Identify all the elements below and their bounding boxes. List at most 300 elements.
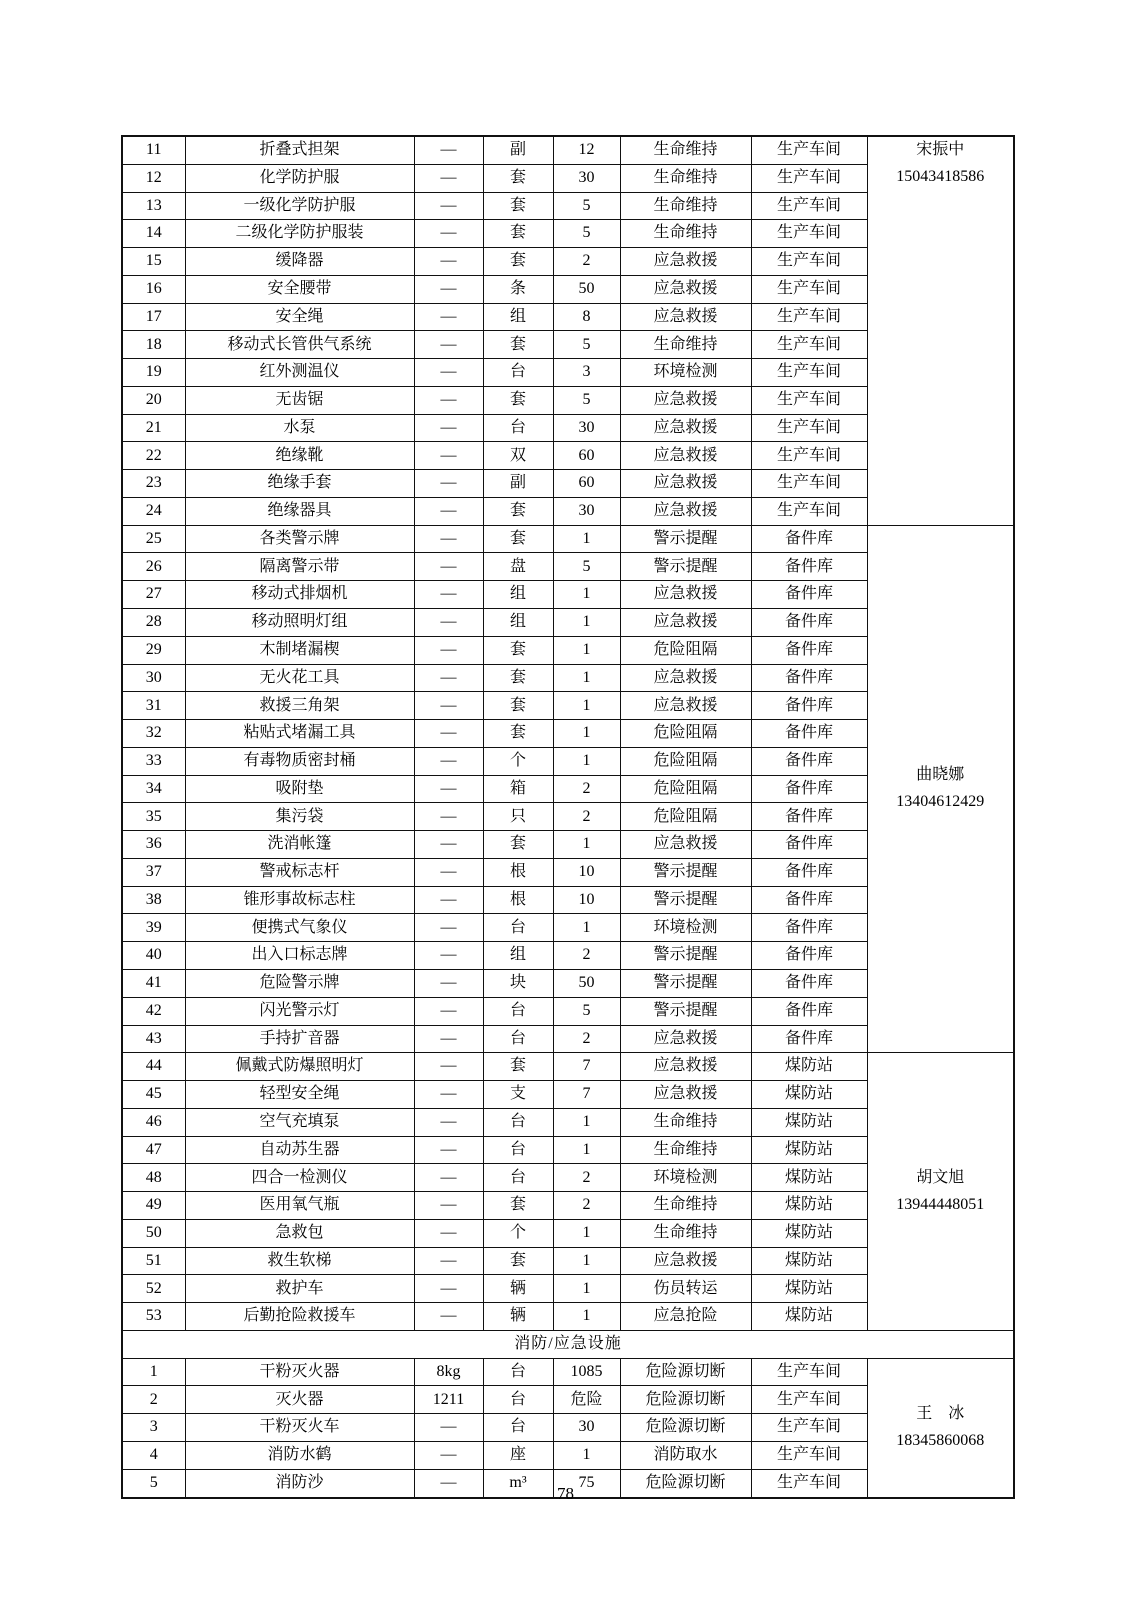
cell-function: 警示提醒 bbox=[620, 858, 751, 886]
cell-function: 生命维持 bbox=[620, 1219, 751, 1247]
cell-location: 备件库 bbox=[751, 581, 867, 609]
cell-spec: — bbox=[414, 525, 483, 553]
cell-unit: 支 bbox=[483, 1081, 553, 1109]
cell-location: 煤防站 bbox=[751, 1275, 867, 1303]
cell-function: 伤员转运 bbox=[620, 1275, 751, 1303]
cell-item-name: 绝缘器具 bbox=[185, 497, 414, 525]
cell-unit: 盘 bbox=[483, 553, 553, 581]
contact-cell bbox=[867, 1358, 1014, 1497]
cell-function: 应急救援 bbox=[620, 303, 751, 331]
cell-spec: — bbox=[414, 386, 483, 414]
cell-item-name: 危险警示牌 bbox=[185, 969, 414, 997]
cell-unit: 组 bbox=[483, 581, 553, 609]
cell-quantity: 5 bbox=[553, 553, 620, 581]
cell-seq: 14 bbox=[122, 220, 185, 248]
cell-quantity: 7 bbox=[553, 1053, 620, 1081]
cell-unit: 个 bbox=[483, 747, 553, 775]
cell-spec: — bbox=[414, 1025, 483, 1053]
cell-location: 备件库 bbox=[751, 886, 867, 914]
cell-location: 生产车间 bbox=[751, 275, 867, 303]
cell-quantity: 30 bbox=[553, 414, 620, 442]
cell-seq: 49 bbox=[122, 1192, 185, 1220]
cell-quantity: 2 bbox=[553, 248, 620, 276]
cell-unit: 座 bbox=[483, 1441, 553, 1469]
cell-unit: 套 bbox=[483, 692, 553, 720]
cell-unit: 套 bbox=[483, 1192, 553, 1220]
cell-item-name: 自动苏生器 bbox=[185, 1136, 414, 1164]
cell-item-name: 水泵 bbox=[185, 414, 414, 442]
contact-phone: 13944448051 bbox=[896, 1195, 985, 1213]
cell-unit: 台 bbox=[483, 1108, 553, 1136]
cell-quantity: 50 bbox=[553, 275, 620, 303]
cell-unit: 双 bbox=[483, 442, 553, 470]
cell-unit: 块 bbox=[483, 969, 553, 997]
cell-unit: 套 bbox=[483, 720, 553, 748]
cell-function: 应急救援 bbox=[620, 275, 751, 303]
cell-function: 环境检测 bbox=[620, 914, 751, 942]
cell-item-name: 便携式气象仪 bbox=[185, 914, 414, 942]
cell-location: 煤防站 bbox=[751, 1247, 867, 1275]
cell-function: 危险源切断 bbox=[620, 1386, 751, 1414]
cell-location: 煤防站 bbox=[751, 1219, 867, 1247]
cell-quantity: 危险 bbox=[553, 1386, 620, 1414]
cell-item-name: 干粉灭火车 bbox=[185, 1414, 414, 1442]
table-row bbox=[122, 1053, 1014, 1081]
cell-location: 煤防站 bbox=[751, 1192, 867, 1220]
cell-seq: 36 bbox=[122, 831, 185, 859]
contact-phone: 15043418586 bbox=[896, 167, 985, 185]
cell-unit: 套 bbox=[483, 331, 553, 359]
cell-item-name: 缓降器 bbox=[185, 248, 414, 276]
cell-unit: 套 bbox=[483, 386, 553, 414]
cell-spec: — bbox=[414, 248, 483, 276]
cell-function: 消防取水 bbox=[620, 1441, 751, 1469]
cell-function: 应急抢险 bbox=[620, 1303, 751, 1331]
cell-seq: 39 bbox=[122, 914, 185, 942]
cell-function: 应急救援 bbox=[620, 609, 751, 637]
cell-seq: 45 bbox=[122, 1081, 185, 1109]
cell-quantity: 3 bbox=[553, 359, 620, 387]
cell-seq: 41 bbox=[122, 969, 185, 997]
cell-spec: — bbox=[414, 720, 483, 748]
cell-seq: 29 bbox=[122, 636, 185, 664]
cell-location: 备件库 bbox=[751, 720, 867, 748]
cell-unit: 个 bbox=[483, 1219, 553, 1247]
cell-spec: — bbox=[414, 1247, 483, 1275]
cell-location: 备件库 bbox=[751, 1025, 867, 1053]
cell-seq: 3 bbox=[122, 1414, 185, 1442]
cell-unit: 辆 bbox=[483, 1275, 553, 1303]
cell-seq: 34 bbox=[122, 775, 185, 803]
cell-unit: 台 bbox=[483, 1414, 553, 1442]
cell-function: 危险阻隔 bbox=[620, 636, 751, 664]
cell-seq: 11 bbox=[122, 136, 185, 164]
cell-seq: 44 bbox=[122, 1053, 185, 1081]
cell-seq: 15 bbox=[122, 248, 185, 276]
cell-function: 应急救援 bbox=[620, 1053, 751, 1081]
cell-function: 应急救援 bbox=[620, 664, 751, 692]
cell-quantity: 1 bbox=[553, 692, 620, 720]
cell-location: 煤防站 bbox=[751, 1108, 867, 1136]
cell-location: 煤防站 bbox=[751, 1164, 867, 1192]
cell-quantity: 7 bbox=[553, 1081, 620, 1109]
cell-item-name: 移动式排烟机 bbox=[185, 581, 414, 609]
cell-unit: 组 bbox=[483, 303, 553, 331]
cell-function: 生命维持 bbox=[620, 331, 751, 359]
cell-item-name: 有毒物质密封桶 bbox=[185, 747, 414, 775]
cell-item-name: 无齿锯 bbox=[185, 386, 414, 414]
cell-unit: 台 bbox=[483, 914, 553, 942]
cell-spec: — bbox=[414, 803, 483, 831]
contact-cell bbox=[867, 525, 1014, 1053]
cell-function: 生命维持 bbox=[620, 1108, 751, 1136]
cell-location: 备件库 bbox=[751, 831, 867, 859]
cell-location: 生产车间 bbox=[751, 1358, 867, 1386]
cell-quantity: 5 bbox=[553, 192, 620, 220]
cell-quantity: 1 bbox=[553, 1441, 620, 1469]
cell-seq: 38 bbox=[122, 886, 185, 914]
cell-quantity: 10 bbox=[553, 886, 620, 914]
cell-function: 生命维持 bbox=[620, 1136, 751, 1164]
page-number: 78 bbox=[557, 1484, 574, 1503]
cell-unit: 套 bbox=[483, 525, 553, 553]
cell-item-name: 闪光警示灯 bbox=[185, 997, 414, 1025]
cell-location: 生产车间 bbox=[751, 1386, 867, 1414]
cell-spec: — bbox=[414, 1275, 483, 1303]
cell-location: 备件库 bbox=[751, 692, 867, 720]
cell-spec: — bbox=[414, 136, 483, 164]
cell-item-name: 无火花工具 bbox=[185, 664, 414, 692]
cell-seq: 17 bbox=[122, 303, 185, 331]
cell-quantity: 1 bbox=[553, 664, 620, 692]
cell-unit: 箱 bbox=[483, 775, 553, 803]
cell-seq: 5 bbox=[122, 1469, 185, 1497]
cell-location: 备件库 bbox=[751, 609, 867, 637]
cell-spec: — bbox=[414, 886, 483, 914]
cell-unit: 套 bbox=[483, 220, 553, 248]
cell-quantity: 30 bbox=[553, 1414, 620, 1442]
cell-location: 备件库 bbox=[751, 664, 867, 692]
cell-seq: 31 bbox=[122, 692, 185, 720]
cell-quantity: 5 bbox=[553, 386, 620, 414]
cell-unit: 套 bbox=[483, 1053, 553, 1081]
cell-spec: — bbox=[414, 581, 483, 609]
cell-quantity: 2 bbox=[553, 1192, 620, 1220]
table-row bbox=[122, 136, 1014, 164]
cell-quantity: 1 bbox=[553, 1303, 620, 1331]
cell-location: 备件库 bbox=[751, 775, 867, 803]
cell-spec: — bbox=[414, 1219, 483, 1247]
cell-quantity: 1 bbox=[553, 525, 620, 553]
contact-name: 王 冰 bbox=[916, 1405, 965, 1423]
cell-location: 煤防站 bbox=[751, 1136, 867, 1164]
cell-item-name: 医用氧气瓶 bbox=[185, 1192, 414, 1220]
cell-location: 生产车间 bbox=[751, 359, 867, 387]
cell-item-name: 一级化学防护服 bbox=[185, 192, 414, 220]
cell-spec: 1211 bbox=[414, 1386, 483, 1414]
cell-function: 警示提醒 bbox=[620, 942, 751, 970]
cell-seq: 13 bbox=[122, 192, 185, 220]
cell-location: 生产车间 bbox=[751, 303, 867, 331]
cell-seq: 42 bbox=[122, 997, 185, 1025]
cell-function: 警示提醒 bbox=[620, 553, 751, 581]
cell-location: 生产车间 bbox=[751, 248, 867, 276]
cell-quantity: 1 bbox=[553, 747, 620, 775]
section-header-row bbox=[122, 1330, 1014, 1358]
cell-item-name: 集污袋 bbox=[185, 803, 414, 831]
cell-unit: 套 bbox=[483, 248, 553, 276]
cell-unit: 组 bbox=[483, 609, 553, 637]
cell-location: 备件库 bbox=[751, 553, 867, 581]
cell-function: 应急救援 bbox=[620, 470, 751, 498]
cell-quantity: 1 bbox=[553, 636, 620, 664]
cell-item-name: 锥形事故标志柱 bbox=[185, 886, 414, 914]
cell-item-name: 移动式长管供气系统 bbox=[185, 331, 414, 359]
cell-location: 备件库 bbox=[751, 747, 867, 775]
cell-seq: 52 bbox=[122, 1275, 185, 1303]
cell-seq: 16 bbox=[122, 275, 185, 303]
cell-quantity: 2 bbox=[553, 1025, 620, 1053]
cell-spec: — bbox=[414, 497, 483, 525]
cell-function: 警示提醒 bbox=[620, 997, 751, 1025]
cell-seq: 18 bbox=[122, 331, 185, 359]
cell-quantity: 5 bbox=[553, 331, 620, 359]
cell-unit: 套 bbox=[483, 164, 553, 192]
cell-unit: 套 bbox=[483, 497, 553, 525]
cell-function: 生命维持 bbox=[620, 136, 751, 164]
cell-item-name: 救援三角架 bbox=[185, 692, 414, 720]
cell-location: 生产车间 bbox=[751, 220, 867, 248]
cell-unit: 台 bbox=[483, 1358, 553, 1386]
cell-item-name: 绝缘靴 bbox=[185, 442, 414, 470]
cell-item-name: 粘贴式堵漏工具 bbox=[185, 720, 414, 748]
cell-seq: 53 bbox=[122, 1303, 185, 1331]
cell-function: 应急救援 bbox=[620, 442, 751, 470]
cell-quantity: 1 bbox=[553, 914, 620, 942]
cell-item-name: 木制堵漏楔 bbox=[185, 636, 414, 664]
cell-seq: 28 bbox=[122, 609, 185, 637]
cell-item-name: 折叠式担架 bbox=[185, 136, 414, 164]
contact-phone: 13404612429 bbox=[896, 792, 985, 810]
cell-spec: — bbox=[414, 775, 483, 803]
cell-function: 生命维持 bbox=[620, 192, 751, 220]
cell-unit: 套 bbox=[483, 1247, 553, 1275]
cell-quantity: 1 bbox=[553, 1247, 620, 1275]
cell-spec: — bbox=[414, 942, 483, 970]
cell-location: 煤防站 bbox=[751, 1053, 867, 1081]
cell-location: 备件库 bbox=[751, 858, 867, 886]
cell-spec: — bbox=[414, 1164, 483, 1192]
cell-seq: 33 bbox=[122, 747, 185, 775]
cell-seq: 12 bbox=[122, 164, 185, 192]
cell-location: 生产车间 bbox=[751, 442, 867, 470]
cell-unit: m³ bbox=[483, 1469, 553, 1497]
cell-item-name: 洗消帐篷 bbox=[185, 831, 414, 859]
cell-location: 生产车间 bbox=[751, 136, 867, 164]
cell-spec: — bbox=[414, 609, 483, 637]
cell-spec: — bbox=[414, 275, 483, 303]
cell-quantity: 1 bbox=[553, 1136, 620, 1164]
cell-quantity: 5 bbox=[553, 997, 620, 1025]
cell-seq: 21 bbox=[122, 414, 185, 442]
cell-unit: 套 bbox=[483, 636, 553, 664]
cell-location: 生产车间 bbox=[751, 1469, 867, 1497]
cell-quantity: 1 bbox=[553, 720, 620, 748]
cell-unit: 只 bbox=[483, 803, 553, 831]
cell-seq: 20 bbox=[122, 386, 185, 414]
cell-item-name: 出入口标志牌 bbox=[185, 942, 414, 970]
cell-quantity: 1 bbox=[553, 1219, 620, 1247]
cell-quantity: 50 bbox=[553, 969, 620, 997]
cell-unit: 台 bbox=[483, 1164, 553, 1192]
cell-item-name: 消防水鹤 bbox=[185, 1441, 414, 1469]
contact-name: 宋振中 bbox=[916, 141, 965, 158]
cell-spec: — bbox=[414, 1136, 483, 1164]
cell-unit: 套 bbox=[483, 831, 553, 859]
cell-seq: 25 bbox=[122, 525, 185, 553]
cell-function: 环境检测 bbox=[620, 1164, 751, 1192]
cell-function: 生命维持 bbox=[620, 220, 751, 248]
cell-spec: — bbox=[414, 1053, 483, 1081]
cell-unit: 套 bbox=[483, 664, 553, 692]
cell-location: 备件库 bbox=[751, 997, 867, 1025]
cell-unit: 副 bbox=[483, 470, 553, 498]
cell-seq: 32 bbox=[122, 720, 185, 748]
cell-seq: 23 bbox=[122, 470, 185, 498]
cell-unit: 台 bbox=[483, 1025, 553, 1053]
cell-quantity: 60 bbox=[553, 470, 620, 498]
cell-spec: — bbox=[414, 858, 483, 886]
cell-spec: — bbox=[414, 414, 483, 442]
cell-item-name: 救护车 bbox=[185, 1275, 414, 1303]
cell-seq: 50 bbox=[122, 1219, 185, 1247]
cell-item-name: 各类警示牌 bbox=[185, 525, 414, 553]
cell-unit: 台 bbox=[483, 414, 553, 442]
cell-spec: — bbox=[414, 747, 483, 775]
cell-spec: — bbox=[414, 359, 483, 387]
cell-function: 警示提醒 bbox=[620, 525, 751, 553]
cell-spec: — bbox=[414, 914, 483, 942]
cell-function: 应急救援 bbox=[620, 1081, 751, 1109]
cell-quantity: 75 bbox=[553, 1469, 620, 1497]
cell-spec: — bbox=[414, 1414, 483, 1442]
cell-location: 生产车间 bbox=[751, 1441, 867, 1469]
cell-seq: 26 bbox=[122, 553, 185, 581]
cell-function: 应急救援 bbox=[620, 414, 751, 442]
cell-item-name: 安全腰带 bbox=[185, 275, 414, 303]
cell-seq: 4 bbox=[122, 1441, 185, 1469]
section-title: 消防/应急设施 bbox=[122, 1330, 1014, 1358]
cell-spec: — bbox=[414, 303, 483, 331]
cell-quantity: 1 bbox=[553, 609, 620, 637]
cell-quantity: 1 bbox=[553, 1108, 620, 1136]
cell-item-name: 救生软梯 bbox=[185, 1247, 414, 1275]
cell-seq: 40 bbox=[122, 942, 185, 970]
cell-seq: 46 bbox=[122, 1108, 185, 1136]
cell-item-name: 手持扩音器 bbox=[185, 1025, 414, 1053]
cell-function: 应急救援 bbox=[620, 248, 751, 276]
cell-quantity: 1085 bbox=[553, 1358, 620, 1386]
cell-item-name: 四合一检测仪 bbox=[185, 1164, 414, 1192]
cell-function: 生命维持 bbox=[620, 164, 751, 192]
cell-seq: 22 bbox=[122, 442, 185, 470]
cell-location: 煤防站 bbox=[751, 1081, 867, 1109]
cell-function: 危险阻隔 bbox=[620, 747, 751, 775]
cell-location: 备件库 bbox=[751, 803, 867, 831]
cell-location: 生产车间 bbox=[751, 1414, 867, 1442]
cell-seq: 1 bbox=[122, 1358, 185, 1386]
cell-function: 危险源切断 bbox=[620, 1414, 751, 1442]
cell-location: 备件库 bbox=[751, 525, 867, 553]
cell-seq: 30 bbox=[122, 664, 185, 692]
cell-spec: — bbox=[414, 692, 483, 720]
cell-function: 危险阻隔 bbox=[620, 720, 751, 748]
cell-location: 备件库 bbox=[751, 914, 867, 942]
cell-spec: — bbox=[414, 442, 483, 470]
cell-location: 生产车间 bbox=[751, 497, 867, 525]
cell-spec: — bbox=[414, 220, 483, 248]
cell-quantity: 1 bbox=[553, 1275, 620, 1303]
contact-cell bbox=[867, 136, 1014, 525]
cell-spec: — bbox=[414, 1441, 483, 1469]
cell-seq: 37 bbox=[122, 858, 185, 886]
cell-quantity: 12 bbox=[553, 136, 620, 164]
cell-item-name: 绝缘手套 bbox=[185, 470, 414, 498]
cell-item-name: 吸附垫 bbox=[185, 775, 414, 803]
cell-location: 生产车间 bbox=[751, 164, 867, 192]
cell-item-name: 安全绳 bbox=[185, 303, 414, 331]
cell-item-name: 化学防护服 bbox=[185, 164, 414, 192]
cell-item-name: 空气充填泵 bbox=[185, 1108, 414, 1136]
cell-function: 生命维持 bbox=[620, 1192, 751, 1220]
cell-spec: — bbox=[414, 664, 483, 692]
cell-item-name: 轻型安全绳 bbox=[185, 1081, 414, 1109]
cell-spec: — bbox=[414, 969, 483, 997]
cell-function: 危险源切断 bbox=[620, 1469, 751, 1497]
cell-function: 应急救援 bbox=[620, 1247, 751, 1275]
cell-location: 备件库 bbox=[751, 969, 867, 997]
contact-name: 胡文旭 bbox=[916, 1169, 965, 1187]
emergency-equipment-table bbox=[121, 135, 1015, 1499]
cell-spec: — bbox=[414, 192, 483, 220]
cell-seq: 35 bbox=[122, 803, 185, 831]
cell-item-name: 消防沙 bbox=[185, 1469, 414, 1497]
cell-spec: — bbox=[414, 1469, 483, 1497]
cell-location: 备件库 bbox=[751, 942, 867, 970]
cell-function: 危险阻隔 bbox=[620, 775, 751, 803]
cell-seq: 47 bbox=[122, 1136, 185, 1164]
cell-item-name: 隔离警示带 bbox=[185, 553, 414, 581]
cell-item-name: 干粉灭火器 bbox=[185, 1358, 414, 1386]
cell-spec: — bbox=[414, 1081, 483, 1109]
cell-item-name: 急救包 bbox=[185, 1219, 414, 1247]
cell-item-name: 警戒标志杆 bbox=[185, 858, 414, 886]
cell-spec: — bbox=[414, 831, 483, 859]
cell-quantity: 2 bbox=[553, 942, 620, 970]
cell-spec: — bbox=[414, 1303, 483, 1331]
cell-spec: — bbox=[414, 164, 483, 192]
contact-name: 曲晓娜 bbox=[916, 766, 965, 784]
cell-function: 危险阻隔 bbox=[620, 803, 751, 831]
cell-quantity: 30 bbox=[553, 497, 620, 525]
cell-spec: 8kg bbox=[414, 1358, 483, 1386]
cell-quantity: 1 bbox=[553, 581, 620, 609]
cell-unit: 台 bbox=[483, 1136, 553, 1164]
cell-location: 生产车间 bbox=[751, 414, 867, 442]
cell-quantity: 2 bbox=[553, 1164, 620, 1192]
cell-unit: 副 bbox=[483, 136, 553, 164]
cell-location: 生产车间 bbox=[751, 386, 867, 414]
